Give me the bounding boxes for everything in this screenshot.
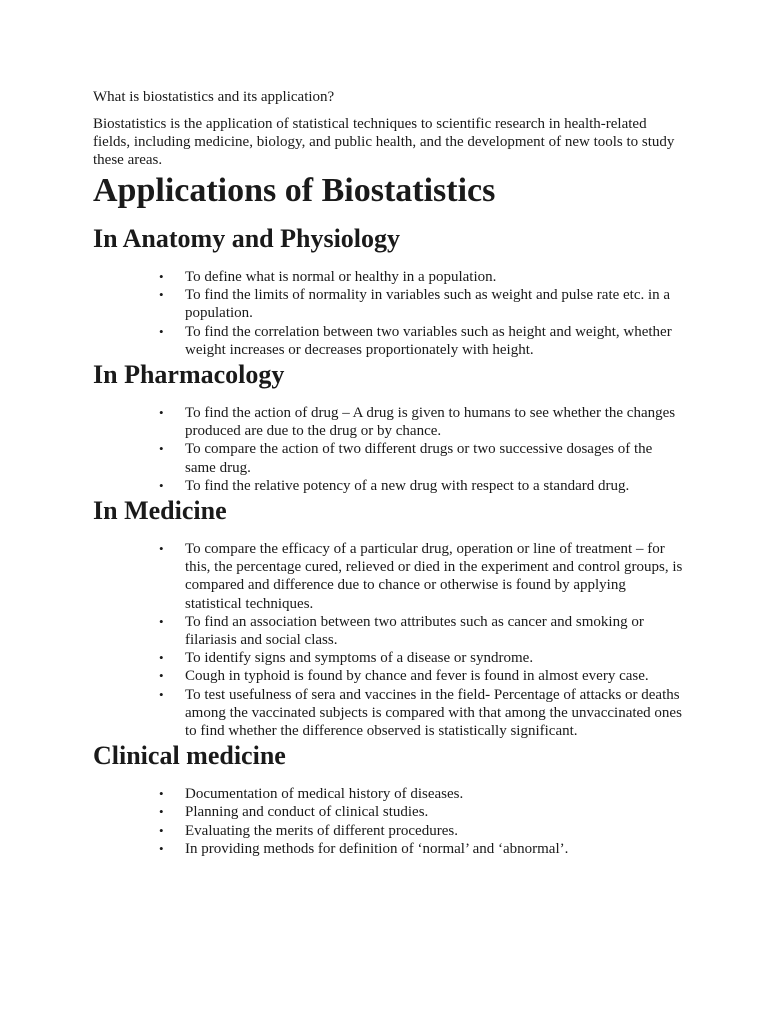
- section-list-pharmacology: [93, 404, 683, 495]
- section-list-clinical-medicine: [93, 785, 683, 858]
- list-item: • To test usefulness of sera and vaccines in the field- Percentage of attacks or deaths among the vaccinated subjects is compared with that among the unvaccinated ones to find whether the difference observed is statistically significant.: [185, 686, 683, 741]
- section-heading-clinical-medicine: Clinical medicine: [93, 741, 286, 771]
- document-page: [93, 88, 683, 858]
- section-heading-pharmacology: In Pharmacology: [93, 360, 285, 390]
- section-heading-anatomy: In Anatomy and Physiology: [93, 224, 401, 253]
- page-title: Applications of Biostatistics: [93, 172, 496, 209]
- list-item: • To identify signs and symptoms of a disease or syndrome.: [185, 649, 683, 667]
- list-item: • In providing methods for definition of ‘normal’ and ‘abnormal’.: [185, 840, 683, 858]
- list-item: • To compare the action of two different drugs or two successive dosages of the same drug.: [185, 440, 683, 476]
- list-item: • To find the correlation between two variables such as height and weight, whether weight increases or decreases proportionately with height.: [185, 323, 683, 359]
- list-item: • To find the action of drug – A drug is given to humans to see whether the changes produced are due to the drug or by chance.: [185, 404, 683, 440]
- list-item: • Evaluating the merits of different procedures.: [185, 822, 683, 840]
- question-text: What is biostatistics and its application?: [93, 89, 335, 105]
- list-item: • To define what is normal or healthy in a population.: [185, 268, 683, 286]
- list-item: • To find an association between two attributes such as cancer and smoking or filariasis and social class.: [185, 613, 683, 649]
- list-item: • Cough in typhoid is found by chance and fever is found in almost every case.: [185, 667, 683, 685]
- list-item: • Planning and conduct of clinical studies.: [185, 803, 683, 821]
- list-item: • To find the relative potency of a new drug with respect to a standard drug.: [185, 477, 683, 495]
- section-list-anatomy: [93, 268, 683, 359]
- list-item: • To find the limits of normality in variables such as weight and pulse rate etc. in a population.: [185, 286, 683, 322]
- list-item: • Documentation of medical history of diseases.: [185, 785, 683, 803]
- section-heading-medicine: In Medicine: [93, 496, 227, 526]
- intro-paragraph: Biostatistics is the application of statistical techniques to scientific research in health-related fields, including medicine, biology, and public health, and the development of new tools to study these areas.: [93, 116, 675, 168]
- section-list-medicine: [93, 540, 683, 740]
- list-item: • To compare the efficacy of a particular drug, operation or line of treatment – for this, the percentage cured, relieved or died in the experiment and control groups, is compared and difference due to chance or otherwise is found by applying statistical techniques.: [185, 540, 683, 613]
